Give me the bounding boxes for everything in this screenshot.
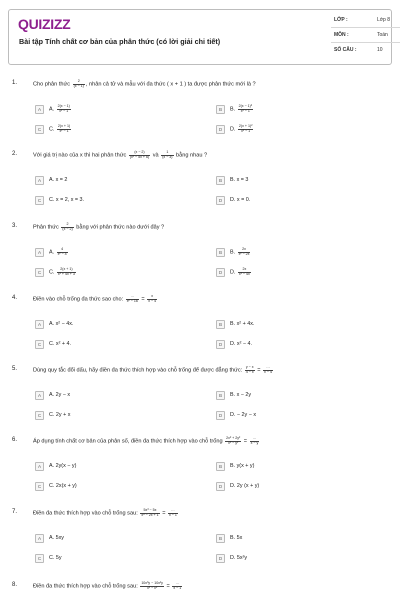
fraction-numerator: 4 (57, 248, 68, 253)
option-letter-badge: D (216, 554, 225, 563)
option-label: C. x = 2, x = 3. (49, 197, 85, 203)
option-c[interactable] (35, 553, 62, 563)
option-label: D. x² − 4. (230, 341, 253, 347)
question-text-part: bằng nhau ? (174, 152, 208, 159)
question-text (33, 509, 179, 517)
option-label: B. x = 3 (230, 177, 249, 183)
question-number: 1. (12, 80, 18, 86)
option-letter-badge: A (35, 462, 44, 471)
option-label: D. 2y (x + y) (230, 483, 260, 489)
option-label: B. y(x + y) (230, 463, 255, 469)
option-fraction (238, 105, 253, 113)
question-text-part: = (139, 296, 147, 303)
option-letter-badge: B (216, 534, 225, 543)
fraction-numerator: 2(x + 1)² (238, 123, 253, 128)
question-count-label: SỐ CÂU : (334, 47, 357, 53)
fraction-denominator: x² − 4x (238, 271, 250, 276)
fraction-numerator: … (126, 295, 139, 300)
option-b[interactable] (216, 175, 248, 185)
option-fraction (57, 125, 71, 133)
option-text (49, 535, 64, 541)
meta-divider (331, 27, 400, 28)
option-text (49, 125, 72, 133)
option-a[interactable] (35, 390, 70, 400)
question-text-part: Dùng quy tắc đổi dấu, hãy điền đa thức thích hợp vào chỗ trống để được đẳng thức: (33, 367, 244, 374)
option-label: C. 2x(x + y) (49, 483, 77, 489)
option-label: D. (230, 126, 236, 133)
question-text (33, 366, 274, 374)
question-fraction (172, 582, 182, 590)
option-b[interactable] (216, 247, 251, 257)
option-label: C. 2y + x (49, 412, 71, 418)
option-label: D. (230, 269, 236, 276)
option-a[interactable] (35, 175, 67, 185)
question-fraction (147, 295, 157, 303)
question-text-part: và (151, 152, 161, 159)
option-text (230, 412, 256, 418)
option-a[interactable] (35, 247, 69, 257)
option-label: C. (49, 126, 55, 133)
question-fraction (140, 582, 164, 590)
option-label: D. 5x²y (230, 555, 248, 561)
question-text-part: Cho phân thức (33, 81, 72, 88)
option-text (230, 125, 254, 133)
question-fraction (250, 437, 260, 445)
option-c[interactable] (35, 195, 84, 205)
question-text (33, 295, 158, 303)
fraction-numerator: 2x (238, 248, 251, 253)
option-a[interactable] (35, 461, 76, 471)
option-text (230, 248, 251, 256)
option-text (49, 105, 72, 113)
option-letter-badge: B (216, 462, 225, 471)
option-letter-badge: A (35, 320, 44, 329)
fraction-numerator: 2x (238, 268, 251, 273)
fraction-denominator: x² − 1 (59, 128, 69, 133)
option-label: B. x − 2y (230, 392, 252, 398)
option-text (230, 463, 254, 469)
option-label: C. (49, 269, 55, 276)
option-text (49, 248, 69, 256)
option-label: A. 2y − x (49, 392, 71, 398)
option-letter-badge: C (35, 196, 44, 205)
option-label: A. x = 2 (49, 177, 68, 183)
option-fraction (57, 105, 71, 113)
question-text-part: = (242, 438, 249, 445)
question-text-part: = (160, 510, 168, 517)
option-text (230, 392, 251, 398)
option-label: D. x = 0. (230, 197, 251, 203)
option-label: C. 5y (49, 555, 62, 561)
option-text (230, 268, 252, 276)
option-letter-badge: B (216, 176, 225, 185)
option-d[interactable] (216, 553, 247, 563)
option-letter-badge: A (35, 534, 44, 543)
question-fraction (245, 366, 255, 374)
option-text (230, 105, 254, 113)
option-label: C. x² + 4. (49, 341, 72, 347)
option-letter-badge: C (35, 482, 44, 491)
question-text-part: Phân thức (33, 224, 61, 231)
question-fraction (126, 295, 139, 303)
fraction-denominator: x − y (250, 440, 259, 445)
question-count-value: 10 (377, 47, 383, 53)
option-text (49, 392, 70, 398)
option-c[interactable] (35, 267, 77, 277)
question-text-part: bằng với phân thức nào dưới đây ? (74, 224, 165, 231)
fraction-numerator: … (172, 582, 182, 587)
question-text-part: Áp dụng tính chất cơ bản của phân số, điền đa thức thích hợp vào chỗ trống (33, 438, 225, 445)
option-label: B. 5x (230, 535, 243, 541)
fraction-numerator: 1 (161, 151, 173, 156)
question-number: 2. (12, 151, 18, 157)
option-letter-badge: B (216, 105, 225, 114)
fraction-denominator: x² − 16 (126, 298, 138, 303)
option-d[interactable] (216, 124, 254, 134)
fraction-numerator: … (250, 437, 260, 442)
worksheet-title: Bài tập Tính chất cơ bản của phân thức (có lời giải chi tiết) (19, 37, 221, 46)
option-letter-badge: D (216, 340, 225, 349)
option-b[interactable] (216, 390, 251, 400)
option-a[interactable] (35, 104, 72, 114)
option-text (49, 341, 71, 347)
fraction-numerator: y − x (245, 365, 254, 369)
question-text-part: = (164, 583, 172, 590)
question-text (33, 437, 260, 445)
option-text (230, 555, 247, 561)
option-d[interactable] (216, 339, 252, 349)
question-number: 3. (12, 223, 18, 229)
question-number: 8. (12, 582, 18, 588)
question-fraction (225, 437, 241, 445)
question-fraction (263, 366, 273, 374)
fraction-denominator: (x − 2) (62, 226, 73, 231)
option-label: A. x² − 4x. (49, 321, 74, 327)
subject-label: MÔN : (334, 32, 349, 38)
fraction-denominator: 4 − x (245, 369, 254, 374)
option-text (49, 321, 73, 327)
question-text-part: Điền đa thức thích hợp vào chỗ trống sau: (33, 583, 140, 590)
option-text (230, 177, 248, 183)
fraction-numerator: … (168, 509, 178, 514)
option-letter-badge: C (35, 411, 44, 420)
option-fraction (238, 248, 251, 256)
question-fraction (129, 151, 150, 159)
grade-label: LỚP : (334, 17, 348, 23)
option-letter-badge: A (35, 105, 44, 114)
fraction-denominator: (x² − 5x + 6) (129, 154, 150, 159)
option-text (49, 412, 70, 418)
option-c[interactable] (35, 339, 71, 349)
option-d[interactable] (216, 195, 250, 205)
option-d[interactable] (216, 481, 259, 491)
option-d[interactable] (216, 410, 256, 420)
option-c[interactable] (35, 410, 70, 420)
option-text (49, 555, 62, 561)
question-number: 5. (12, 366, 18, 372)
grade-value: Lớp 8 (377, 17, 391, 23)
option-label: A. (49, 249, 55, 256)
option-b[interactable] (216, 533, 242, 543)
fraction-denominator: (x − 3) (162, 154, 173, 159)
option-c[interactable] (35, 124, 72, 134)
option-text (49, 268, 77, 276)
option-letter-badge: C (35, 268, 44, 277)
fraction-denominator: x² − 1 (240, 108, 250, 113)
option-a[interactable] (35, 533, 64, 543)
worksheet-header (8, 9, 392, 65)
fraction-numerator: 2 (73, 80, 85, 85)
question-text (33, 582, 183, 590)
option-a[interactable] (35, 319, 73, 329)
fraction-numerator: 2(x + 1) (57, 123, 71, 128)
question-text-part: , nhân cả tử và mẫu với đa thức ( x + 1 ) ta được phân thức mới là ? (85, 81, 256, 88)
fraction-numerator: 10x³y − 10x²y (141, 581, 163, 585)
fraction-numerator: 2 (61, 223, 73, 228)
meta-divider (331, 42, 400, 43)
option-text (230, 321, 254, 327)
fraction-numerator: … (263, 366, 273, 371)
question-text-part: Với giá trị nào của x thì hai phân thức (33, 152, 128, 159)
fraction-denominator: x³ − x² (147, 585, 158, 590)
question-text (33, 151, 207, 159)
option-text (49, 177, 67, 183)
fraction-denominator: x − 4 (264, 369, 272, 374)
question-fraction (161, 151, 173, 159)
fraction-denominator: (x − 1) (73, 83, 84, 88)
question-text-part: Điền đa thức thích hợp vào chỗ trống sau: (33, 510, 140, 517)
option-letter-badge: B (216, 391, 225, 400)
fraction-numerator: 2(x − 1) (57, 103, 70, 108)
fraction-denominator: x² − y² (228, 440, 239, 445)
fraction-denominator: x² − 1 (59, 108, 69, 113)
option-letter-badge: A (35, 176, 44, 185)
option-letter-badge: D (216, 268, 225, 277)
question-number: 7. (12, 509, 18, 515)
option-c[interactable] (35, 481, 77, 491)
option-text (230, 341, 252, 347)
option-text (49, 463, 76, 469)
question-fraction (61, 223, 73, 231)
option-letter-badge: C (35, 340, 44, 349)
question-text (33, 80, 256, 88)
question-text-part: = (255, 367, 263, 374)
option-letter-badge: C (35, 125, 44, 134)
question-fraction (140, 509, 159, 517)
quizizz-logo: QUIZIZZ (18, 16, 71, 32)
option-text (49, 197, 84, 203)
option-fraction (238, 125, 253, 133)
option-label: A. 5xy (49, 535, 64, 541)
fraction-numerator: 2x² + 2y² (226, 436, 241, 440)
fraction-denominator: x − 4 (148, 298, 157, 303)
fraction-denominator: x² − 1 (241, 128, 251, 133)
fraction-numerator: 2(x + 1) (57, 268, 76, 273)
option-label: B. (230, 106, 236, 113)
option-text (230, 483, 259, 489)
option-label: B. (230, 249, 236, 256)
option-letter-badge: D (216, 125, 225, 134)
subject-value: Toán (377, 32, 388, 38)
fraction-numerator: 2(x − 1)² (238, 103, 253, 108)
option-b[interactable] (216, 104, 254, 114)
option-fraction (57, 248, 68, 256)
fraction-numerator: 5x³ − 5x (140, 509, 159, 514)
option-label: A. (49, 106, 55, 113)
fraction-denominator: x² + 4x + 3 (57, 271, 75, 276)
question-number: 4. (12, 295, 18, 301)
option-text (230, 197, 250, 203)
fraction-numerator: (x − 2) (129, 151, 150, 156)
option-fraction (238, 268, 251, 276)
question-fraction (73, 80, 85, 88)
question-number: 6. (12, 437, 18, 443)
fraction-denominator: x² − 4 (57, 251, 67, 256)
option-letter-badge: B (216, 248, 225, 257)
option-b[interactable] (216, 319, 254, 329)
question-text-part: Điền vào chỗ trống đa thức sao cho: (33, 296, 125, 303)
fraction-denominator: x − 1 (169, 512, 177, 517)
option-text (230, 535, 242, 541)
option-d[interactable] (216, 267, 252, 277)
fraction-denominator: x⁴ − 2x + 1 (141, 512, 159, 517)
option-letter-badge: D (216, 482, 225, 491)
question-text (33, 223, 164, 231)
fraction-numerator: x (147, 295, 157, 300)
option-fraction (57, 268, 76, 276)
option-label: B. x² + 4x. (230, 321, 255, 327)
option-label: A. 2y(x − y) (49, 463, 77, 469)
option-b[interactable] (216, 461, 254, 471)
option-letter-badge: D (216, 411, 225, 420)
question-fraction (168, 509, 178, 517)
option-text (49, 483, 77, 489)
option-letter-badge: C (35, 554, 44, 563)
fraction-denominator: x − 1 (173, 585, 182, 590)
option-letter-badge: A (35, 248, 44, 257)
option-letter-badge: D (216, 196, 225, 205)
fraction-denominator: x² − 2x (238, 251, 250, 256)
option-letter-badge: B (216, 320, 225, 329)
option-letter-badge: A (35, 391, 44, 400)
option-label: D. − 2y − x (230, 412, 257, 418)
